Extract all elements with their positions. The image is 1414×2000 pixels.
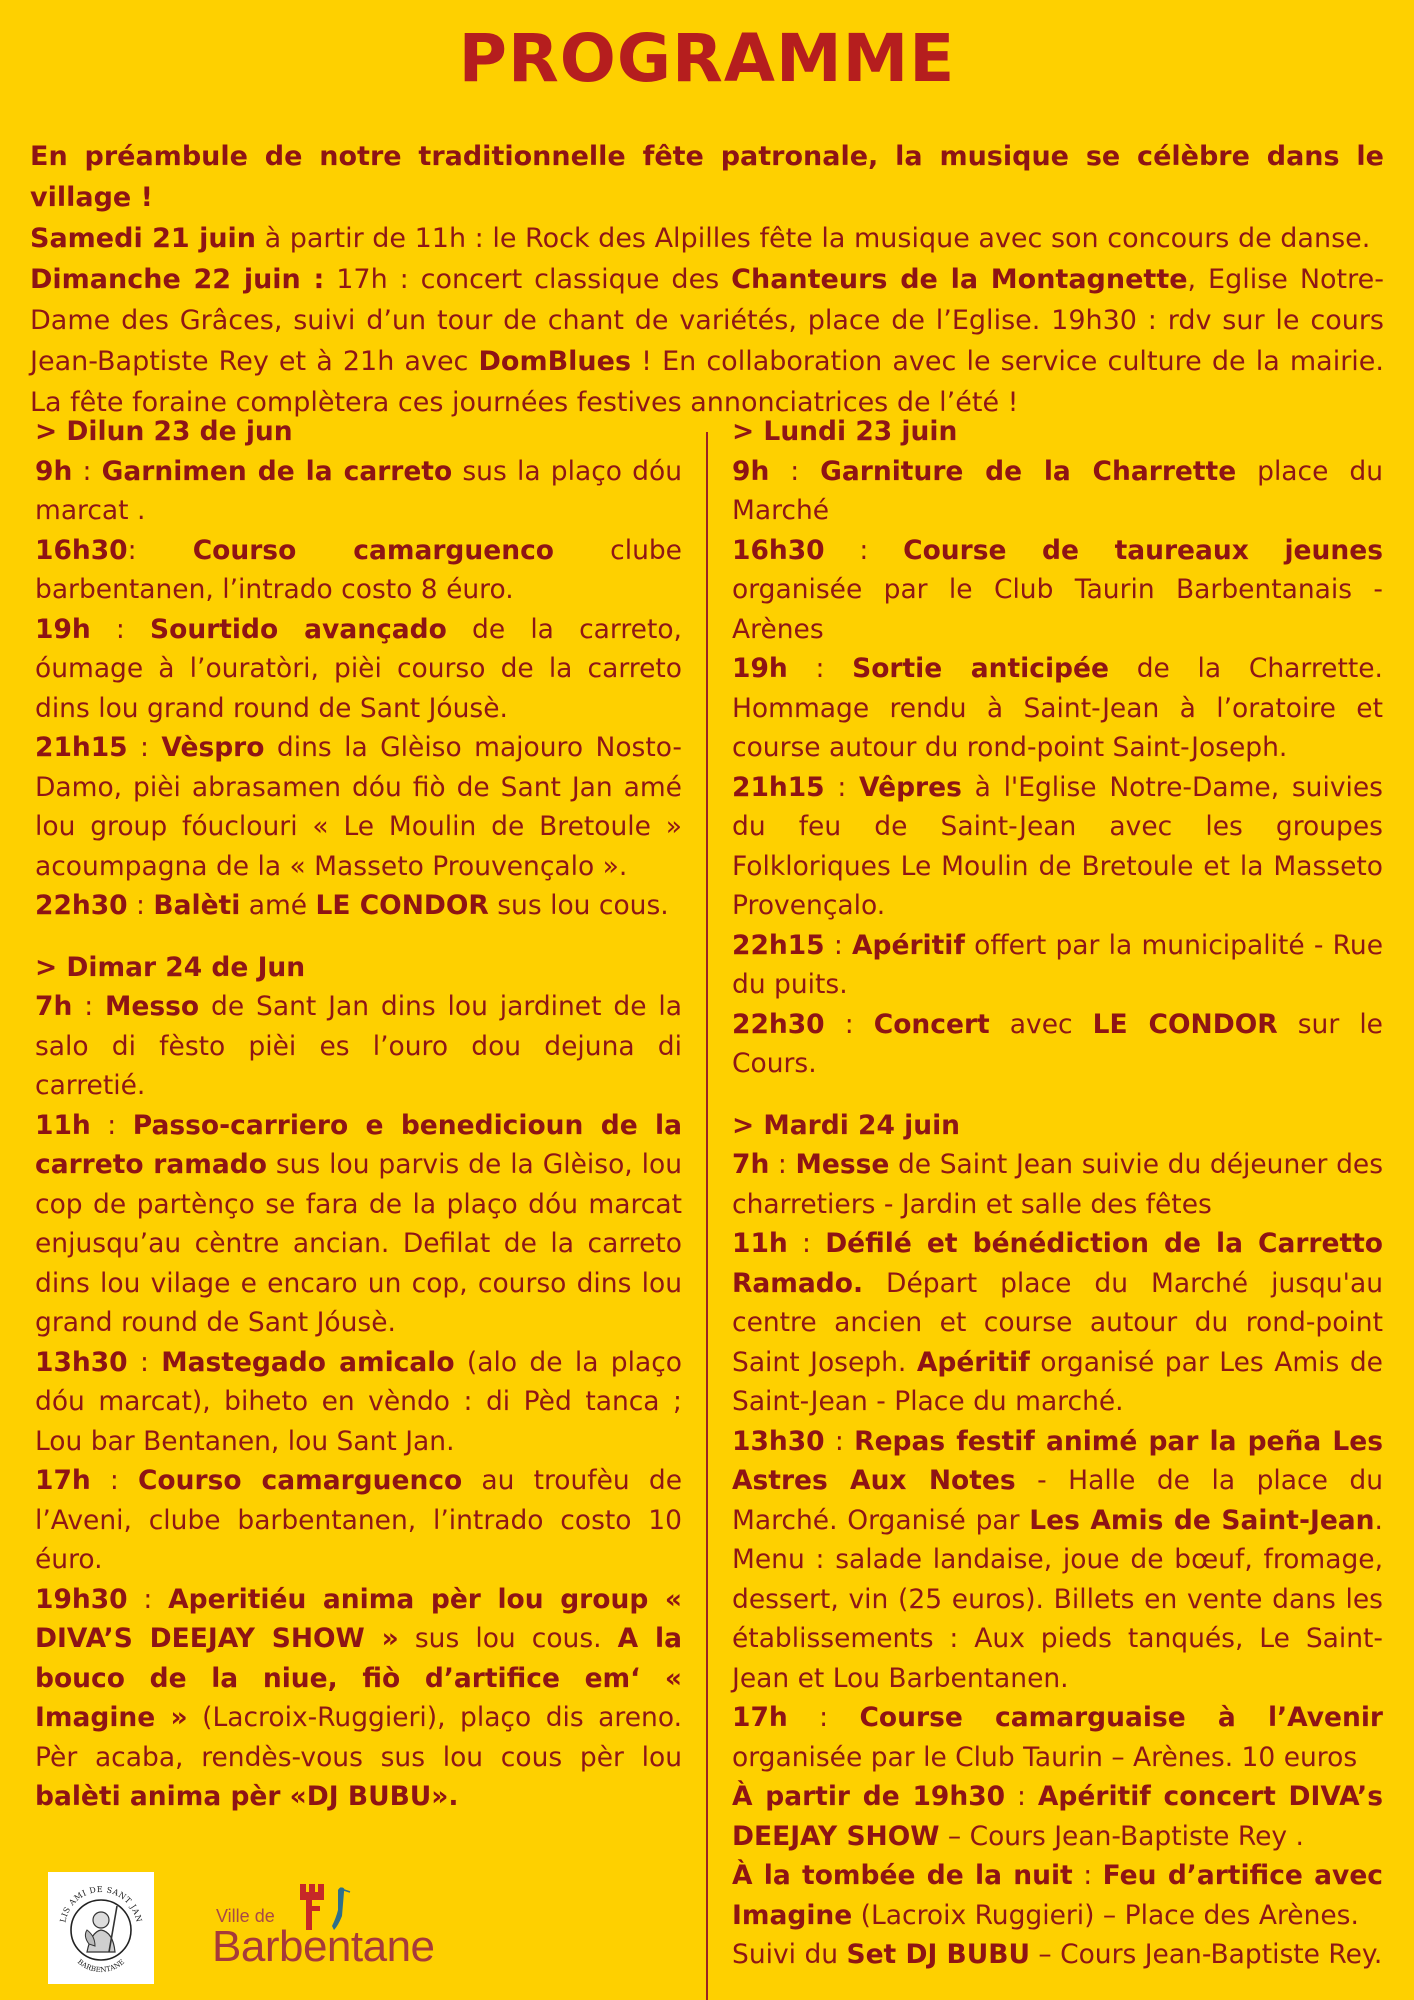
event-item: 9h : Garniture de la Charrette place du Marché	[732, 455, 1383, 526]
page-title: PROGRAMME	[458, 20, 956, 97]
seal-icon	[51, 1876, 151, 1980]
day-heading: > Dilun 23 de jun	[35, 416, 293, 447]
town-logo-prefix: Ville de	[216, 1906, 275, 1926]
event-item: 22h30 : Balèti amé LE CONDOR sus lou cous.	[35, 890, 669, 921]
event-item: 19h : Sourtido avançado de la carreto, óumage à l’ouratòri, pièi courso de la carreto dins lou grand round de Sant Jóusè.	[35, 613, 682, 724]
event-item: 17h : Course camarguaise à l’Avenir organisée par le Club Taurin – Arènes. 10 euros	[732, 1702, 1383, 1773]
event-item: 22h15 : Apéritif offert par la municipalité - Rue du puits.	[732, 929, 1383, 1000]
event-item: 7h : Messe de Saint Jean suivie du déjeuner des charretiers - Jardin et salle des fêtes	[732, 1149, 1384, 1220]
provencal-program-column	[35, 412, 682, 1817]
event-item: 13h30 : Repas festif animé par la peña Les Astres Aux Notes - Halle de la place du Marché. Organisé par Les Amis de Saint-Jean. Menu : salade landaise, joue de bœuf, fromage, dessert, vin (25 euros). Billets en vente dans les établissements : Aux pieds tanqués, Le Saint-Jean et Lou Barbentanen.	[732, 1425, 1383, 1694]
event-item: 22h30 : Concert avec LE CONDOR sur le Cours.	[732, 1008, 1383, 1079]
intro-line-1: En préambule de notre traditionnelle fête patronale, la musique se célèbre dans le village !	[30, 141, 1384, 213]
french-program-column	[732, 412, 1383, 1975]
event-item: 16h30: Courso camarguenco clube barbentanen, l’intrado costo 8 éuro.	[35, 534, 682, 605]
intro-sunday: Dimanche 22 juin : 17h : concert classique des Chanteurs de la Montagnette, Eglise Notre-Dame des Grâces, suivi d’un tour de chant de variétés, place de l’Eglise. 19h30 : rdv sur le cours Jean-Baptiste Rey et à 21h avec DomBlues ! En collaboration avec le service culture de la mairie. La fête foraine complètera ces journées festives annonciatrices de l’été !	[30, 264, 1384, 418]
event-item: À partir de 19h30 : Apéritif concert DIVA’s DEEJAY SHOW – Cours Jean-Baptiste Rey .	[732, 1781, 1383, 1852]
event-item: 11h : Passo-carriero e benedicioun de la carreto ramado sus lou parvis de la Glèiso, lou cop de partènço se fara de la plaço dóu marcat enjusqu’au cèntre ancian. Defilat de la carreto dins lou vilage e encaro un cop, courso dins lou grand round de Sant Jóusè.	[35, 1109, 682, 1338]
event-item: À la tombée de la nuit : Feu d’artifice avec Imagine (Lacroix Ruggieri) – Place des Arènes.	[732, 1860, 1384, 1931]
seal-top-text: LIS AMI DE SANT JAN	[58, 1884, 144, 1924]
intro-saturday: Samedi 21 juin à partir de 11h : le Rock des Alpilles fête la musique avec son concours de danse.	[30, 223, 1371, 254]
event-item: 16h30 : Course de taureaux jeunes organisée par le Club Taurin Barbentanais - Arènes	[732, 534, 1383, 645]
intro-section	[30, 136, 1384, 423]
day-heading: > Mardi 24 juin	[732, 1109, 961, 1141]
event-item: 11h : Défilé et bénédiction de la Carretto Ramado. Départ place du Marché jusqu'au centre ancien et course autour du rond-point Saint Joseph. Apéritif organisé par Les Amis de Saint-Jean - Place du marché.	[732, 1228, 1383, 1417]
event-item: 21h15 : Vêpres à l'Eglise Notre-Dame, suivies du feu de Saint-Jean avec les groupes Folkloriques Le Moulin de Bretoule et la Masseto Provençalo.	[732, 771, 1383, 921]
barbentane-town-logo	[212, 1880, 452, 1980]
column-divider	[706, 432, 708, 2000]
event-item: 21h15 : Vèspro dins la Glèiso majouro Nosto-Damo, pièi abrasamen dóu fiò de Sant Jan amé lou group fóuclouri « Le Moulin de Bretoule » acoumpagna de la « Masseto Prouvençalo ».	[35, 732, 682, 882]
event-item: Suivi du Set DJ BUBU – Cours Jean-Baptiste Rey.	[732, 1939, 1383, 1970]
event-item: 19h : Sortie anticipée de la Charrette. Hommage rendu à Saint-Jean à l’oratoire et course autour du rond-point Saint-Joseph.	[732, 653, 1383, 763]
day-heading: > Dimar 24 de Jun	[35, 951, 306, 983]
amis-saint-jean-logo	[48, 1872, 154, 1984]
event-item: 7h : Messo de Sant Jan dins lou jardinet de la salo di fèsto pièi es l’ouro dou dejuna di carretié.	[35, 991, 682, 1101]
seal-bottom-text: BARBENTANE	[75, 1957, 127, 1975]
town-logo-name: Barbentane	[212, 1922, 435, 1971]
event-item: 17h : Courso camarguenco au troufèu de l’Aveni, clube barbentanen, l’intrado costo 10 éuro.	[35, 1465, 682, 1575]
day-heading: > Lundi 23 juin	[732, 416, 958, 447]
event-item: 9h : Garnimen de la carreto sus la plaço dóu marcat .	[35, 455, 682, 526]
event-item: 19h30 : Aperitiéu anima pèr lou group « DIVA’S DEEJAY SHOW » sus lou cous. A la bouco de la niue, fiò d’artifice em‘ « Imagine » (Lacroix-Ruggieri), plaço dis areno. Pèr acaba, rendès-vous sus lou cous pèr lou balèti anima pèr «DJ BUBU».	[35, 1583, 683, 1812]
event-item: 13h30 : Mastegado amicalo (alo de la plaço dóu marcat), biheto en vèndo : di Pèd tanca ; Lou bar Bentanen, lou Sant Jan.	[35, 1346, 682, 1457]
